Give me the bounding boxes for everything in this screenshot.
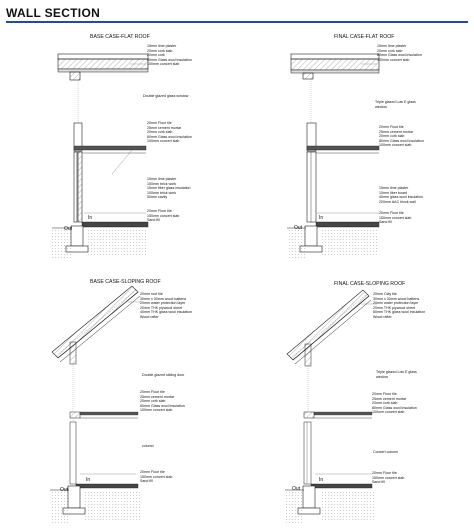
door-note: Double glazed sliding door bbox=[142, 373, 185, 377]
window-note: Triple glazed Low E glass window bbox=[376, 370, 417, 379]
section-drawing bbox=[237, 28, 474, 272]
roof-layers-note: 20mm Clay tile 30mm x 30mm wood battens 20mm water protection layer 20mm THK plywood sheet 80mm THK glass wool insulation Wood rafter bbox=[373, 292, 426, 319]
page-title: WALL SECTION bbox=[6, 6, 101, 20]
section-drawing bbox=[237, 272, 474, 532]
inside-label: In bbox=[319, 215, 324, 221]
panel-final-sloping-roof bbox=[237, 272, 474, 532]
roof-layers-note: 20mm roof tile 30mm x 30mm wood battens 20mm water protection layer 20mm THK plywood sheet 40mm THK glass wool insulation Wood rafter bbox=[140, 292, 193, 319]
outside-label: Out bbox=[60, 487, 69, 493]
base-layers-note: 20mm Floor tile 150mm concert slab Sand fill bbox=[372, 471, 405, 485]
floor-layers-note: 20mm Floor tile 25mm cement mortar 20mm cork slab 80mm Glass wool insulation 100mm concert slab bbox=[372, 392, 417, 415]
floor-layers-note: 20mm Floor tile 25mm cement mortar 20mm cork slab 60mm Glass wool insulation 100mm concert slab bbox=[147, 121, 192, 144]
title-underline bbox=[6, 21, 468, 23]
roof-layers-note: 15mm lime plaster 20mm cork slab 20mm cork 60mm Glass wool insulation 100mm concert slab bbox=[147, 44, 192, 67]
roof-layers-note: 15mm lime plaster 20mm cork slab 80mm Glass wool insulation 100mm concert slab bbox=[377, 44, 422, 62]
panel-title: FINAL CASE-FLAT ROOF bbox=[334, 34, 395, 40]
section-drawing bbox=[0, 28, 237, 272]
inside-label: In bbox=[319, 477, 324, 483]
window-note: Double glazed glass window bbox=[143, 94, 189, 98]
panel-title: BASE CASE-FLAT ROOF bbox=[90, 34, 150, 40]
outside-label: Out bbox=[294, 225, 303, 231]
base-layers-note: 20mm Floor tile 150mm concert slab Sand fill bbox=[147, 209, 180, 223]
outside-label: Out bbox=[64, 226, 73, 232]
inside-label: In bbox=[86, 477, 91, 483]
floor-layers-note: 20mm Floor tile 25mm cement mortar 20mm cork slab 60mm Glass wool insulation 100mm concert slab bbox=[140, 390, 185, 413]
base-layers-note: 20mm Floor tile 150mm concert slab Sand fill bbox=[140, 470, 173, 484]
base-layers-note: 20mm Floor tile 150mm concert slab Sand fill bbox=[379, 211, 412, 225]
section-drawing bbox=[0, 272, 237, 532]
wall-layers-note: 15mm lime plaster 10mm fiber board 40mm glass wool insulation 200mm AAC block wall bbox=[379, 186, 423, 204]
panel-base-sloping-roof bbox=[0, 272, 237, 532]
column-note: Concert column bbox=[373, 450, 399, 454]
panel-title: FINAL CASE-SLOPING ROOF bbox=[334, 281, 406, 287]
panel-title: BASE CASE-SLOPING ROOF bbox=[90, 279, 161, 285]
inside-label: In bbox=[88, 215, 93, 221]
column-note: column bbox=[142, 444, 154, 448]
wall-layers-note: 15mm lime plaster 150mm brick work 15mm fiber glass insulation 100mm brick work 50mm cavity bbox=[147, 177, 191, 200]
panel-base-flat-roof bbox=[0, 28, 237, 272]
floor-layers-note: 20mm Floor tile 25mm cement mortar 20mm cork slab 80mm Glass wool insulation 100mm concert slab bbox=[379, 125, 424, 148]
panel-final-flat-roof bbox=[237, 28, 474, 272]
window-note: Triple glazed Low E glass window bbox=[375, 100, 416, 109]
outside-label: Out bbox=[292, 486, 301, 492]
